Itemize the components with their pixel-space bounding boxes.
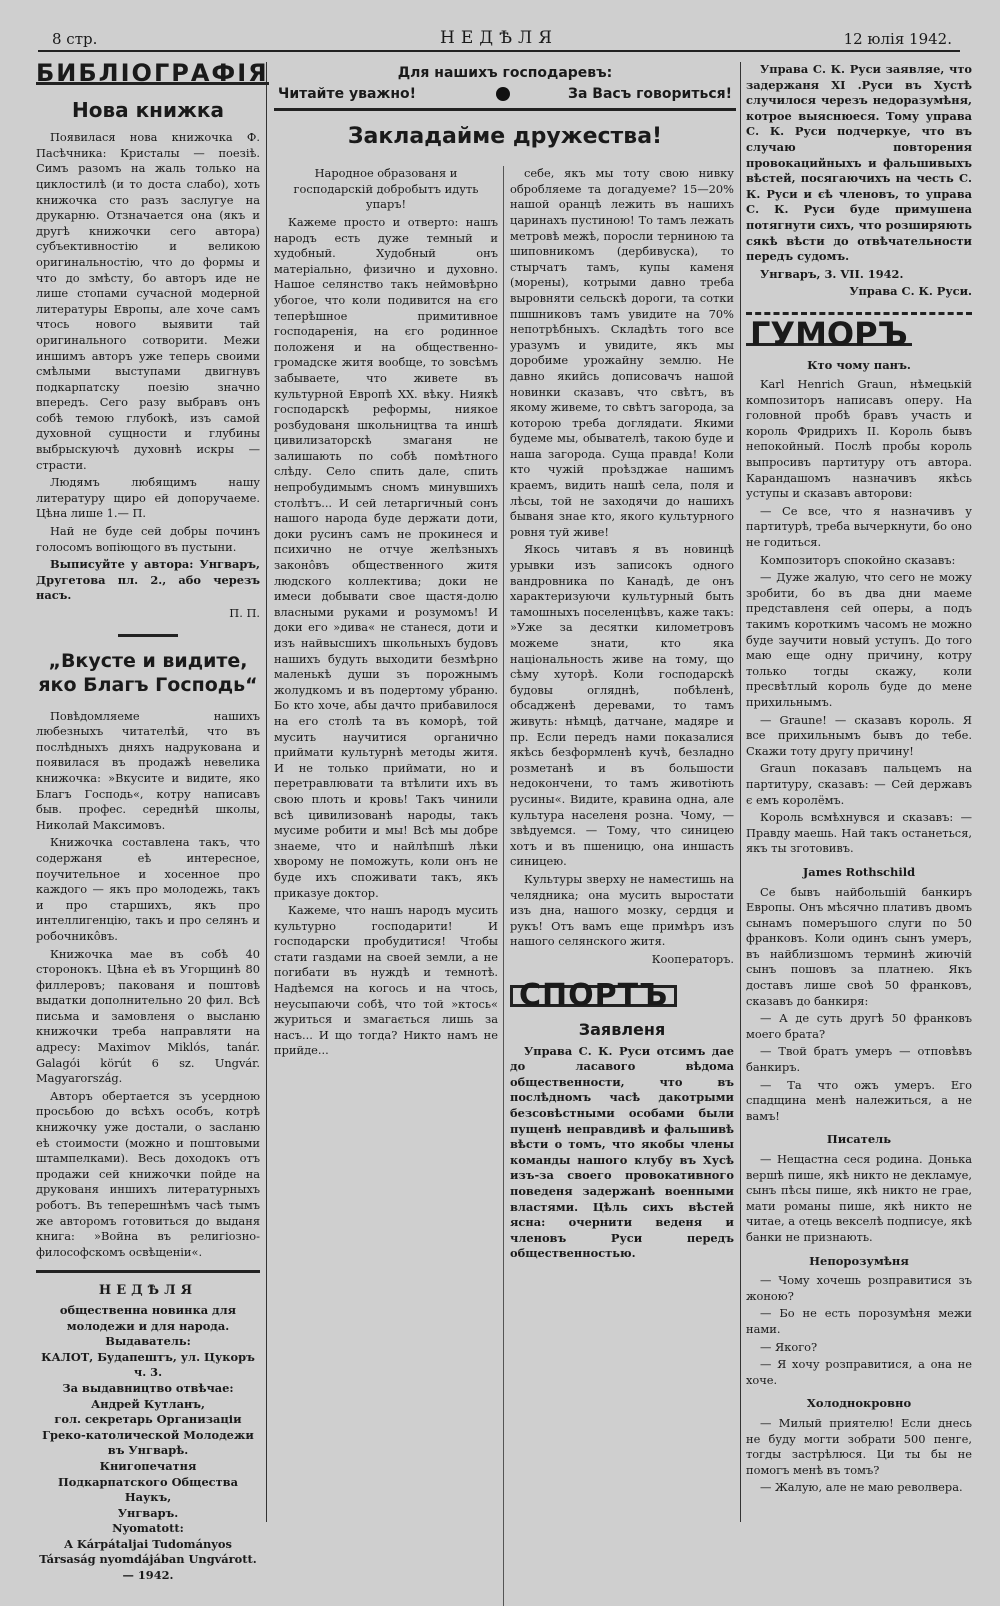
paragraph: себе, якъ мы тоту свою нивку обробляеме та догадуеме? 15—20% нашой оранцѣ лежить въ нашихъ царинахъ пустиною! То тамъ лежать метровѣ межѣ, поросли терниною та шиповникомъ (дербивуска), то стырчатъ тамъ, купы каменя (морены), котрыми давно треба выровняти сельскѣ дороги, та сотки пшшниковъ тамъ увидите на 70% непотрѣбныхъ. Складѣть того все уразумъ и увидите, якъ мы доробиме урожайну землю. Не давно якийсь дописовачъ нашой новинки сказавъ, что свѣтъ, въ якому живеме, то свѣтъ загорода, за которою треба доглядати. Якими будеме мы, обывателѣ, такою буде и наша загорода. Суща правда! Коли кто чужій проѣзджае нашимъ краемъ, видить нашѣ села, поля и лѣсы, той не заходячи до нашихъ бываня знае кто, якого культурного ровня туй живе! [510, 166, 734, 539]
paragraph: Книжочка составлена такъ, что содержаня еѣ интересное, поучительное и хосенное про каждого — якъ про молодежь, такъ и про старшихъ, якъ про интеллигенцію, такъ и про селянъ и робочникôвъ. [36, 835, 260, 943]
paragraph: — Graune! — сказавъ король. Я все прихильнымъ бывъ до тебе. Скажи тоту другу причину! [746, 712, 972, 758]
main-article-left [274, 166, 498, 1061]
banner-left: Читайте уважно! [278, 85, 417, 102]
paragraph: — Якого? [760, 1339, 818, 1354]
section-title-bibliography: БИБЛІОГРАФІЯ [36, 59, 269, 87]
paragraph: — Твой братъ умеръ — отповѣвъ банкиръ. [746, 1044, 972, 1075]
column-rule-2 [740, 62, 741, 1522]
issue-date: 12 юлія 1942. [843, 30, 952, 48]
humor-item-title: Холоднокровно [806, 1396, 912, 1411]
paragraph: — Бо не есть порозумѣня межи нами. [746, 1306, 972, 1336]
humor-item-title: Непорозумѣня [809, 1253, 909, 1268]
column-main [274, 62, 736, 1522]
banner-right: За Васъ говориться! [568, 85, 732, 102]
humor-item-title: Кто чому панъ. [807, 357, 911, 372]
divider [118, 634, 178, 637]
paragraph: Управа С. К. Руси заявляе, что задержаня XI .Руси въ Хустѣ случилося черезъ недоразумѣня, котрое выяснюеся. Тому управа С. К. Руси подчеркуе, что въ случаю повторения провокацийныхъ и фальшивыхъ вѣстей, посягаючихъ на честь С. К. Руси и єѣ членовъ, то управа С. К. Руси буде примушена потягнути сихъ, что розширяють сякѣ вѣсти до отвѣчательности передъ судомъ. [746, 62, 972, 264]
column-bibliography [36, 59, 269, 1583]
paragraph: Се бывъ найбольшій банкиръ Европы. Онъ мѣсячно плативъ двомъ сынамъ померъшого слуги по 50 франковъ. Коли одинъ сынъ умеръ, въ найблизшомъ терминѣ жиючій сынъ пошовъ за платнею. Якъ доставъ лише своѣ 50 франковъ, сказавъ до банкиря: [746, 884, 972, 1008]
paragraph: Най не буде сей добры починъ голосомъ вопіющого въ пустыни. [36, 524, 260, 554]
imprint-line: Унгваръ. [117, 1505, 179, 1520]
imprint-title: НЕДѢЛЯ [98, 1283, 198, 1299]
column-rule-1 [266, 62, 267, 1522]
inner-column-rule [503, 166, 504, 1606]
paragraph: Кажеме, что нашъ народъ мусить культурно господарити! И господарски пробудитися! Чтобы стати газдами на своей земли, а не погибати въ нуждѣ и темнотѣ. Надѣемся на когось и на чтось, неусыпаючи собѣ, что той »ктось« журиться и змагається лишь за насъ... И що тогда? Никто намъ не прийде... [274, 903, 498, 1058]
article-signature: Кооператоръ. [651, 951, 734, 966]
sport-section [510, 978, 734, 1262]
author-initials: П. П. [229, 606, 260, 620]
paragraph: — Нещастна сеся родина. Донька вершѣ пише, якѣ никто не декламуе, сынъ пѣсы пише, якѣ никто не грае, мати романы пише, якѣ никто не читае, а отець векселѣ подписуе, якѣ банки не признають. [746, 1152, 972, 1244]
paragraph: — Се все, что я назначивъ у партитурѣ, треба вычеркнути, бо оно не годиться. [746, 503, 972, 550]
signature: Управа С. К. Руси. [849, 284, 972, 299]
article-title-new-book: Нова книжка [72, 97, 224, 122]
paragraph: Людямъ любящимъ нашу литературу щиро ей допоручаеме. Цѣна лише 1.— П. [36, 475, 260, 521]
imprint-line: общественна новинка для молодежи и для народа. [59, 1302, 237, 1333]
banner [274, 66, 736, 111]
sport-article-title: Заявленя [578, 1020, 666, 1040]
paragraph: — Дуже жалую, что сего не можу зробити, бо въ два дни маеме представленя сей оперы, а подъ такимъ короткимъ часомъ не можно буде заучити новый уступъ. До того маю еще одну причину, котру только тогды скажу, коли пресвѣтлый король буде до мене прихильнымъ. [746, 570, 972, 709]
paragraph: Авторъ обертается зъ усердною просьбою до всѣхъ особъ, котрѣ книжочку уже достали, о засланю еѣ стоимости (можно и поштовыми штампелками). Весь доходокъ отъ продажи сей книжочки пойде на друкованя иншихъ литературныхъ роботъ. Въ теперешнѣмъ часѣ тымъ же авторомъ готовиться до выданя книга: »Война въ религіозно-философскомъ освѣщеніи«. [36, 1088, 260, 1259]
paragraph: — Жалую, але не маю револвера. [760, 1480, 963, 1495]
column-humor [746, 62, 972, 1522]
paragraph: — А де суть другѣ 50 франковъ моего брата? [746, 1011, 972, 1041]
imprint-line: гол. секретарь Организаціи Греко-католической Молодежи въ Унгварѣ. [42, 1412, 254, 1458]
paragraph: Король всмѣхнувся и сказавъ: — Правду маешь. Най такъ останеться, якъ ты зготовивъ. [746, 810, 972, 856]
main-article-right [510, 166, 734, 1264]
imprint-line: Выдаватель: [105, 1334, 191, 1349]
masthead-title: НЕДѢЛЯ [440, 28, 558, 48]
paragraph: — Чому хочешь розправитися зъ жоною? [746, 1273, 972, 1303]
paragraph: Композиторъ спокойно сказавъ: [760, 552, 956, 567]
humor-section [746, 314, 972, 353]
humor-item-title: James Rothschild [802, 864, 916, 879]
paragraph: — Милый приятелю! Если днесь не буду могти зобрати 500 пенге, тогды застрѣлюся. Ци ты бы не помогъ менѣ въ томъ? [746, 1415, 972, 1477]
paragraph: Управа С. К. Руси отсимъ дае до ласавого вѣдома общественности, что въ послѣдномъ часѣ дакотрыми безсовѣстными особами были пущенѣ неправдивѣ и фальшивѣ вѣсти о томъ, что якобы члены команды нашого клубу въ Хусѣ изъ-за своего провокативного поведеня задержанѣ военными властями. Цѣль сихъ вѣстей ясна: очернити веденя и членовъ Руси передъ общественностью. [510, 1043, 734, 1261]
divider [36, 1270, 260, 1273]
paragraph: Кажеме просто и отверто: нашъ народъ есть дуже темный и худобный. Худобный онъ матеріально, физично и духовно. Нашое селянство такъ неймовѣрно убогое, что коли подивится на єго теперѣшное примитивное господаренія, на єго родинное положеня и на общественно-громадске житя вообще, то зовсѣмъ забываете, что живете въ культурной Европѣ XX. вѣку. Ниякѣ господарскѣ реформы, ниякое розбудованя школьництва та иншѣ цивилизаторскѣ змаганя не залишають по собѣ помѣтного слѣду. Село спить дале, спить непробудимымъ сномъ минувшихъ столѣтъ... И сей летаргичный сонъ нашого народа буде держати доти, доки русинъ самъ не прокинеся и психично не отчуе желѣзныхъ законôвъ общественного житя людского коллектива; доки не имеси добывати свое щастя-долю власными руками и розумомъ! И доки его »дива« не станеся, доти и изъ найвысшихъ школьныхъ будовъ нашихъ будуть выходити безмѣрно маленькѣ души зъ порожнымъ жолудкомъ и въ подертому убраню. Бо кто хоче, абы дачто прибавилося на его столѣ та въ коморѣ, той мусить научитися органично приймати культурнѣ методы житя. И не только приймати, но и перетравлювати та втѣлити ихъ въ свою плоть и кровь! Такъ чинили всѣ цивилизованѣ народы, такъ мусиме робити и мы! Всѣ мы добре знаеме, что и найлѣпшѣ лѣки хворому не поможуть, коли онъ не буде ихъ споживати такъ, якъ приказуе доктор. [274, 214, 498, 900]
banner-top: Для нашихъ господаревъ: [397, 65, 613, 81]
banner-row [274, 82, 736, 111]
paragraph: Книжочка мае въ собѣ 40 сторонокъ. Цѣна еѣ въ Угорщинѣ 80 филлеровъ; пакованя и поштовѣ выдатки дополнительно 20 фил. Всѣ письма и замовленя о высланю книжочки треба направляти на адресу: Maximov Miklós, tanár. Galagói körút 6 sz. Ungvár. Magyarország. [36, 946, 260, 1086]
section-title-humor: ГУМОРЪ [746, 327, 912, 346]
paragraph: — Та что ожъ умеръ. Его спадщина менѣ належиться, а не вамъ! [746, 1077, 972, 1123]
imprint-line: Nyomatott: [112, 1521, 184, 1536]
bullet-dot [496, 87, 510, 101]
article-title-taste-and-see: „Вкусте и видите, яко Благъ Господь“ [38, 649, 258, 696]
paragraph: Karl Henrich Graun, нѣмецькій композиторъ написавъ оперу. На головной пробѣ бравъ участь и король Фридрихъ II. Король бывъ непокойный. Послѣ пробы король выпросивъ партитуру отъ автора. Карандашомъ назначивъ якѣсь уступы и сказавъ авторови: [746, 377, 972, 501]
paragraph: Культуры зверху не наместишь на челядника; она мусить выростати изъ дна, нашого мозку, сердця и рукъ! Отъ вамъ еще примѣръ изъ нашого селянского житя. [510, 871, 734, 949]
imprint-line: Подкарпатского Общества Наукъ, [58, 1474, 238, 1505]
imprint-line: Книгопечатня [99, 1458, 197, 1473]
imprint-line: За выдавництво отвѣчае: [62, 1380, 234, 1395]
humor-item-title: Писатель [826, 1132, 892, 1147]
main-article-title: Закладайме дружества! [347, 123, 663, 149]
imprint-line: A Kárpátaljai Tudományos Társaság nyomdájában Ungvárott. — 1942. [39, 1536, 257, 1583]
place-date: Унгваръ, 3. VII. 1942. [760, 266, 904, 281]
paragraph: Graun показавъ пальцемъ на партитуру, сказавъ: — Сей державъ є емъ королёмъ. [746, 761, 972, 807]
section-title-sport: СПОРТЪ [510, 985, 677, 1007]
paragraph: Якось читавъ я въ новинцѣ урывки изъ записокъ одного вандровника по Канадѣ, де онъ характеризуючи культурный быть тамошныхъ поселенцѣвъ, каже такъ: »Уже за десятки километровъ можеме знати, кто яка національность живе на тому, що сѣму хуторѣ. Коли господарскѣ будовы огляднѣ, побѣленѣ, обсадженѣ деревами, то тамъ живуть: нѣмцѣ, датчане, мадяре и пр. Если передъ нами показалися якѣсь безформленѣ кучѣ, безладно розметанѣ и въ большости недокончени, то тамъ животіють русины«. Видите, кравина одна, але культура населеня розна. Чому, — звѣдуемся. — Тому, что синицею хотъ и въ пшеницю, она иншасть синицею. [510, 542, 734, 869]
page-header [38, 24, 960, 52]
paragraph: Выписуйте у автора: Унгваръ, Другетова пл. 2., або черезъ насъ. [36, 557, 260, 603]
paragraph: — Я хочу розправитися, а она не хоче. [746, 1357, 972, 1387]
paragraph: Появилася нова книжочка Ф. Пасѣчника: Кристалы — поезіѣ. Симъ разомъ на жаль только на циклостилѣ (и то доста слабо), хоть книжочка сто разъ заслугуе на друкарню. Отзначается она (якъ и другѣ книжочки сего автора) субъективностію и великою оригинальностію, что до формы и что до змѣсту, бо авторъ иде не лише стопами сучасной модерной литературы Европы, але хоче самъ чтось нового выявити тай оригинального сотворити. Межи иншимъ авторъ уже теперь своими смѣлыми выступами двигнувъ подкарпатску поезію значно впередъ. Сего разу выбравъ онъ собѣ темою глубокѣ, изъ самой духовной сущности и глубины выбрыскуючѣ духовнѣ искры — страсти. [36, 130, 260, 472]
page-number: 8 стр. [52, 30, 98, 48]
paragraph: Повѣдомляеме нашихъ любезныхъ читателѣй, что въ послѣдныхъ дняхъ надрукована и появилася въ продажѣ невелика книжочка: »Вкусите и видите, яко Благъ Господь«, котру написавъ быв. профес. середнѣй школы, Николай Максимовъ. [36, 708, 260, 832]
paragraph: Народное образованя и господарскій добробытъ идуть упаръ! [293, 166, 479, 212]
imprint-line: Андрей Кутланъ, [91, 1396, 205, 1411]
imprint-line: КАЛОТ, Будапештъ, ул. Цукоръ ч. 3. [41, 1349, 255, 1380]
